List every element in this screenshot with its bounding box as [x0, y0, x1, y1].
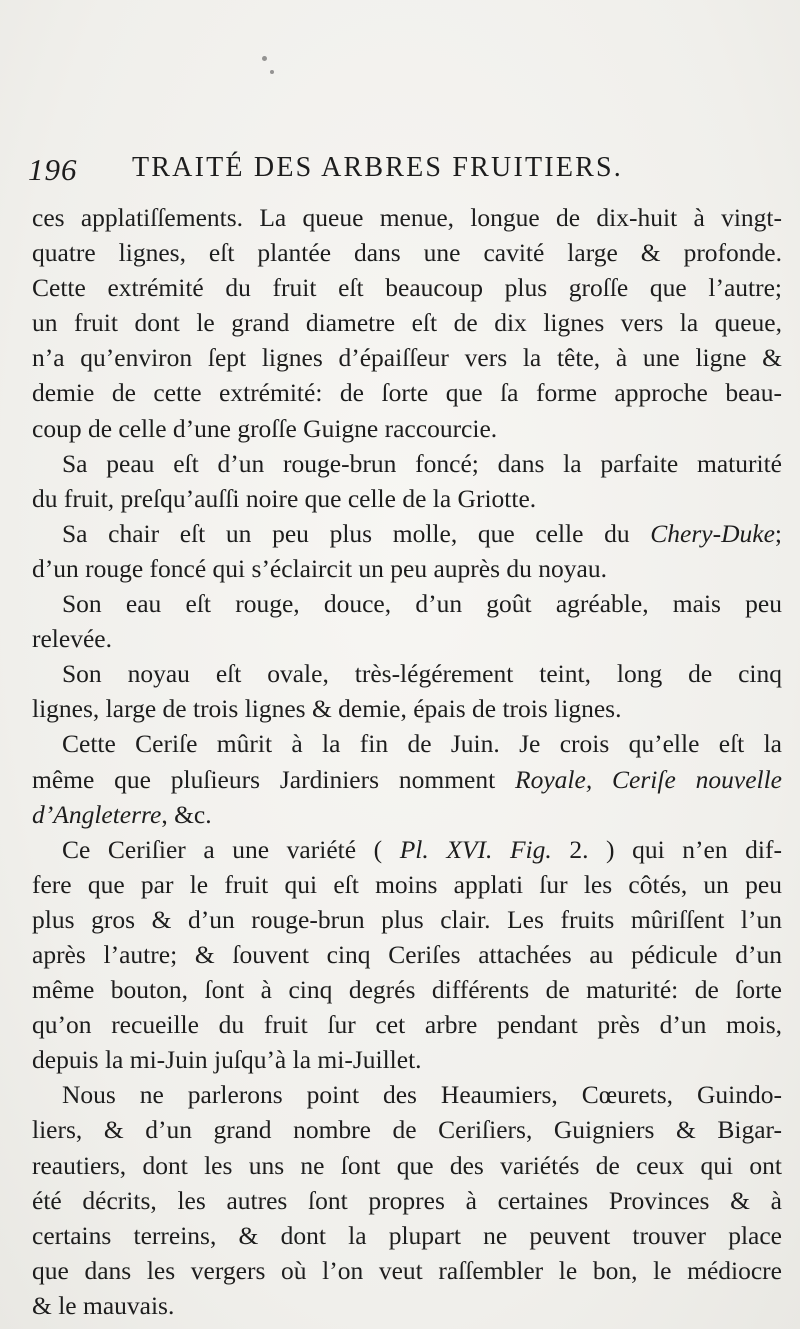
text-line: Sa chair eſt un peu plus molle, que celle du Chery-Duke;: [62, 518, 782, 548]
text-line: lignes, large de trois lignes & demie, épais de trois lignes.: [32, 694, 622, 724]
text-line: n’a qu’environ ſept lignes d’épaiſſeur vers la tête, à une ligne &: [32, 343, 782, 373]
text-line: d’Angleterre, &c.: [32, 799, 212, 829]
text-line: relevée.: [32, 624, 112, 654]
text-line: qu’on recueille du fruit ſur cet arbre pendant près d’un mois,: [32, 1010, 782, 1040]
text-line: fere que par le fruit qui eſt moins applati ſur les côtés, un peu: [32, 869, 782, 899]
text-line: depuis la mi-Juin juſqu’à la mi-Juillet.: [32, 1045, 422, 1075]
text-line: d’un rouge foncé qui s’éclaircit un peu auprès du noyau.: [32, 553, 607, 583]
text-line: coup de celle d’une groſſe Guigne raccourcie.: [32, 413, 498, 443]
running-title: TRAITÉ DES ARBRES FRUITIERS.: [132, 152, 623, 183]
text-line: Ce Ceriſier a une variété ( Pl. XVI. Fig. 2. ) qui n’en dif-: [62, 834, 782, 864]
text-line: plus gros & d’un rouge-brun plus clair. Les fruits mûriſſent l’un: [32, 904, 782, 934]
text-line: liers, & d’un grand nombre de Ceriſiers, Guigniers & Bigar-: [32, 1115, 782, 1145]
text-line: du fruit, preſqu’auſſi noire que celle de la Griotte.: [32, 483, 537, 513]
page-header: [28, 152, 678, 192]
text-line: Cette Ceriſe mûrit à la fin de Juin. Je crois qu’elle eſt la: [62, 729, 782, 759]
text-line: certains terreins, & dont la plupart ne peuvent trouver place: [32, 1220, 782, 1250]
text-line: après l’autre; & ſouvent cinq Ceriſes attachées au pédicule d’un: [32, 939, 782, 969]
text-line: Cette extrémité du fruit eſt beaucoup plus groſſe que l’autre;: [32, 273, 782, 303]
italic-term: Chery-Duke: [650, 518, 775, 548]
text-line: quatre lignes, eſt plantée dans une cavité large & profonde.: [32, 238, 782, 268]
text-line: reautiers, dont les uns ne ſont que des variétés de ceux qui ont: [32, 1150, 782, 1180]
page-number: 196: [28, 152, 78, 187]
text-line: un fruit dont le grand diametre eſt de dix lignes vers la queue,: [32, 308, 782, 338]
text-line: Son noyau eſt ovale, très-légérement teint, long de cinq: [62, 659, 782, 689]
text-line: été décrits, les autres ſont propres à certaines Provinces & à: [32, 1185, 782, 1215]
text-line: & le mauvais.: [32, 1290, 175, 1320]
text-line: que dans les vergers où l’on veut raſſembler le bon, le médiocre: [32, 1255, 782, 1285]
text-line: Nous ne parlerons point des Heaumiers, Cœurets, Guindo-: [62, 1080, 782, 1110]
text-line: ces applatiſſements. La queue menue, longue de dix-huit à vingt-: [32, 203, 782, 232]
ink-speck: [262, 56, 267, 61]
text-line: Son eau eſt rouge, douce, d’un goût agréable, mais peu: [62, 589, 782, 619]
italic-term: Royale, Ceriſe nouvelle: [515, 764, 782, 794]
text-line: même que pluſieurs Jardiniers nomment Royale, Ceriſe nouvelle: [32, 764, 782, 794]
text-line: demie de cette extrémité: de ſorte que ſa forme approche beau-: [32, 378, 782, 408]
italic-term: d’Angleterre: [32, 799, 162, 829]
italic-term: Pl. XVI. Fig.: [399, 834, 552, 864]
text-line: même bouton, ſont à cinq degrés différents de maturité: de ſorte: [32, 975, 782, 1005]
text-line: Sa peau eſt d’un rouge-brun foncé; dans la parfaite maturité: [62, 448, 782, 478]
body-text: [32, 200, 782, 1323]
ink-speck: [270, 70, 274, 74]
